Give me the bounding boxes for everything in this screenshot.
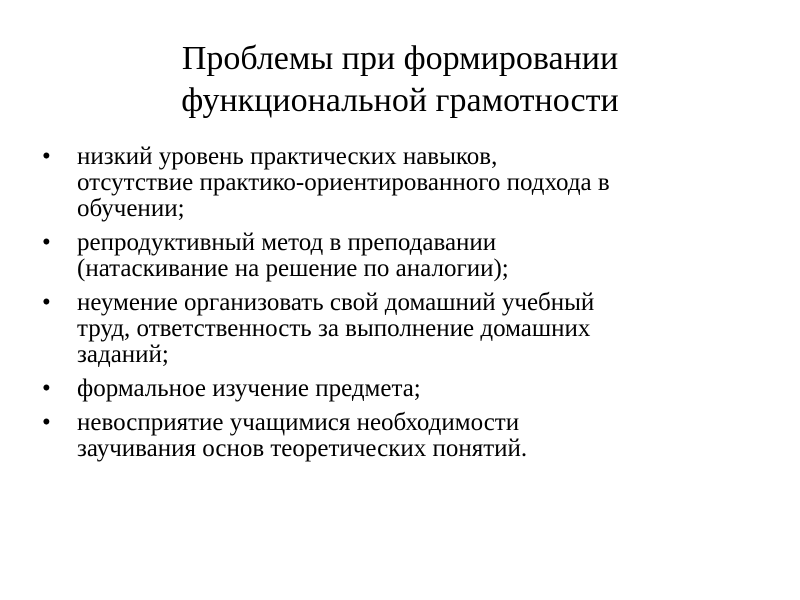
bullet-text-line: формальное изучение предмета;: [77, 375, 421, 402]
bullet-text-line: (натаскивание на решение по аналогии);: [77, 255, 509, 282]
bullet-text-line: труд, ответственность за выполнение домашних: [77, 315, 591, 342]
bullet-list: [42, 144, 762, 470]
bullet-text-line: низкий уровень практических навыков,: [77, 143, 498, 170]
bullet-icon: •: [42, 289, 51, 316]
bullet-icon: •: [42, 375, 51, 402]
bullet-icon: •: [42, 409, 51, 436]
bullet-item: [42, 230, 762, 282]
bullet-text-line: заучивания основ теоретических понятий.: [77, 435, 528, 462]
slide-title: [0, 38, 800, 122]
bullet-item: [42, 144, 762, 222]
bullet-icon: •: [42, 143, 51, 170]
slide-title-line: Проблемы при формировании: [181, 40, 619, 77]
bullet-text-line: заданий;: [77, 341, 169, 368]
bullet-item: [42, 290, 762, 368]
bullet-item: [42, 376, 762, 402]
bullet-item: [42, 410, 762, 462]
bullet-text-line: неумение организовать свой домашний учебный: [77, 289, 595, 316]
bullet-text-line: обучении;: [77, 195, 185, 222]
bullet-text-line: репродуктивный метод в преподавании: [77, 229, 497, 256]
slide-title-line: функциональной грамотности: [181, 82, 619, 119]
bullet-icon: •: [42, 229, 51, 256]
bullet-text-line: невосприятие учащимися необходимости: [77, 409, 520, 436]
bullet-text-line: отсутствие практико-ориентированного подхода в: [77, 169, 610, 196]
